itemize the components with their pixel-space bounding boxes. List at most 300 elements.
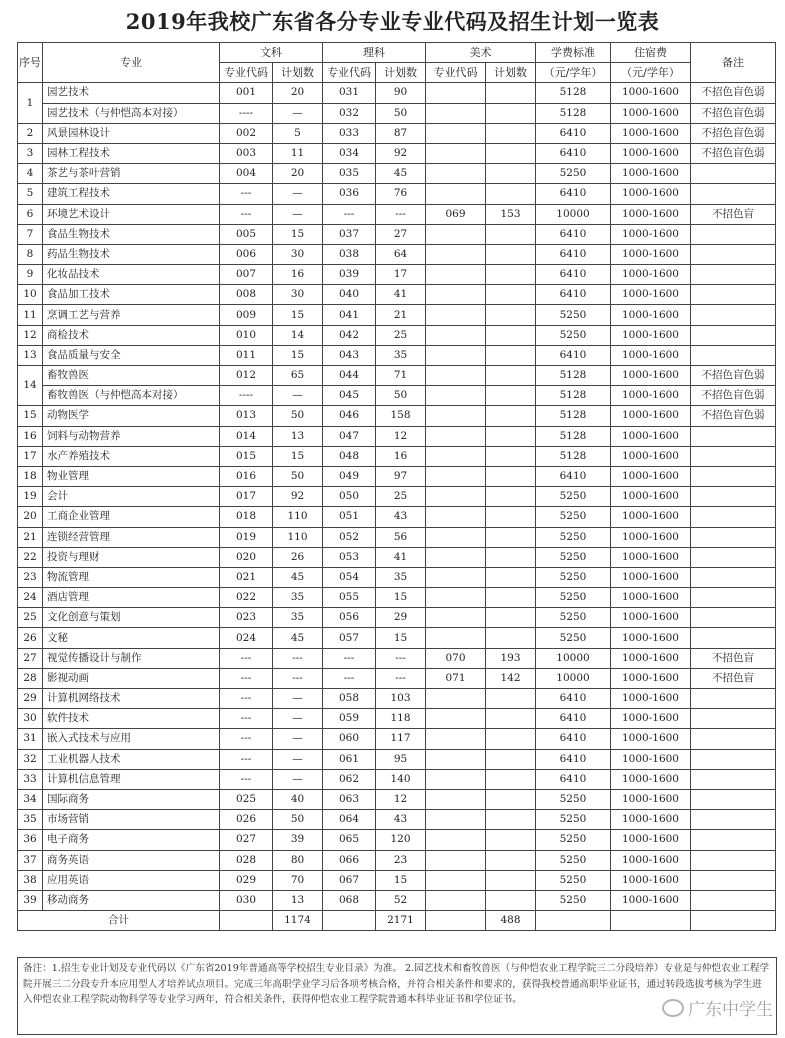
table-row <box>18 83 776 103</box>
row-wenke-code: 012 <box>220 366 273 386</box>
row-meishu-plan <box>486 244 536 264</box>
row-fee: 6410 <box>536 143 611 163</box>
row-wenke-code: 009 <box>220 305 273 325</box>
table-row <box>18 487 776 507</box>
row-meishu-code <box>426 143 486 163</box>
row-major: 工商企业管理 <box>43 507 220 527</box>
row-seq: 13 <box>18 345 43 365</box>
row-like-plan: --- <box>376 204 426 224</box>
row-seq: 30 <box>18 709 43 729</box>
row-major: 视觉传播设计与制作 <box>43 648 220 668</box>
row-dorm: 1000-1600 <box>611 668 691 688</box>
row-meishu-plan <box>486 305 536 325</box>
table-row <box>18 810 776 830</box>
row-like-code: 067 <box>323 870 376 890</box>
row-note <box>691 345 776 365</box>
row-wenke-code: 026 <box>220 810 273 830</box>
row-meishu-code <box>426 426 486 446</box>
row-wenke-code: --- <box>220 769 273 789</box>
row-seq: 29 <box>18 689 43 709</box>
row-like-code: 065 <box>323 830 376 850</box>
row-note <box>691 466 776 486</box>
row-meishu-code <box>426 789 486 809</box>
row-dorm: 1000-1600 <box>611 325 691 345</box>
row-wenke-plan: — <box>273 769 323 789</box>
row-like-code: 051 <box>323 507 376 527</box>
row-like-code: 054 <box>323 567 376 587</box>
row-meishu-code <box>426 628 486 648</box>
table-row <box>18 547 776 567</box>
row-wenke-plan: 26 <box>273 547 323 567</box>
row-meishu-code <box>426 608 486 628</box>
table-row <box>18 446 776 466</box>
row-meishu-code <box>426 466 486 486</box>
row-meishu-plan <box>486 345 536 365</box>
row-meishu-code <box>426 103 486 123</box>
row-like-code: 031 <box>323 83 376 103</box>
enrollment-table <box>17 42 776 931</box>
row-wenke-plan: 40 <box>273 789 323 809</box>
row-meishu-plan <box>486 689 536 709</box>
row-wenke-plan: 45 <box>273 567 323 587</box>
row-fee: 6410 <box>536 345 611 365</box>
row-like-code: 044 <box>323 366 376 386</box>
watermark-text: 广东中学生 <box>688 1000 773 1020</box>
row-wenke-plan: 65 <box>273 366 323 386</box>
row-like-code: --- <box>323 648 376 668</box>
row-wenke-code: 018 <box>220 507 273 527</box>
row-like-code: 061 <box>323 749 376 769</box>
row-wenke-code: --- <box>220 204 273 224</box>
row-seq: 10 <box>18 285 43 305</box>
row-meishu-plan <box>486 285 536 305</box>
table-row <box>18 285 776 305</box>
row-like-code: 034 <box>323 143 376 163</box>
table-row <box>18 184 776 204</box>
row-fee: 5250 <box>536 325 611 345</box>
row-meishu-plan <box>486 850 536 870</box>
row-wenke-plan: 110 <box>273 527 323 547</box>
row-major: 酒店管理 <box>43 588 220 608</box>
table-body <box>18 83 776 911</box>
row-note <box>691 446 776 466</box>
row-note: 不招色盲色弱 <box>691 386 776 406</box>
row-wenke-plan: 70 <box>273 870 323 890</box>
row-wenke-code: --- <box>220 729 273 749</box>
row-wenke-plan: --- <box>273 668 323 688</box>
row-like-code: 058 <box>323 689 376 709</box>
row-like-plan: 45 <box>376 164 426 184</box>
row-major: 工业机器人技术 <box>43 749 220 769</box>
table-row <box>18 386 776 406</box>
table-row <box>18 890 776 910</box>
row-major: 商务英语 <box>43 850 220 870</box>
row-seq: 2 <box>18 123 43 143</box>
row-major: 影视动画 <box>43 668 220 688</box>
row-major: 食品质量与安全 <box>43 345 220 365</box>
row-major: 环境艺术设计 <box>43 204 220 224</box>
header-like-code: 专业代码 <box>323 63 376 83</box>
row-meishu-plan <box>486 406 536 426</box>
row-wenke-code: 015 <box>220 446 273 466</box>
row-fee: 5250 <box>536 527 611 547</box>
row-meishu-plan <box>486 567 536 587</box>
row-seq: 34 <box>18 789 43 809</box>
row-like-code: 052 <box>323 527 376 547</box>
row-major: 园艺技术（与仲恺高本对接） <box>43 103 220 123</box>
row-major: 电子商务 <box>43 830 220 850</box>
row-wenke-code: 001 <box>220 83 273 103</box>
row-meishu-code <box>426 184 486 204</box>
row-fee: 5250 <box>536 567 611 587</box>
table-row <box>18 729 776 749</box>
row-meishu-plan <box>486 164 536 184</box>
row-wenke-plan: 50 <box>273 810 323 830</box>
table-row <box>18 507 776 527</box>
row-wenke-code: --- <box>220 668 273 688</box>
table-row <box>18 305 776 325</box>
row-seq: 27 <box>18 648 43 668</box>
row-fee: 5128 <box>536 103 611 123</box>
row-dorm: 1000-1600 <box>611 466 691 486</box>
total-note <box>691 911 776 931</box>
row-wenke-code: --- <box>220 709 273 729</box>
row-like-code: 042 <box>323 325 376 345</box>
row-dorm: 1000-1600 <box>611 285 691 305</box>
row-fee: 6410 <box>536 285 611 305</box>
row-wenke-code: 006 <box>220 244 273 264</box>
table-row <box>18 103 776 123</box>
row-like-code: 056 <box>323 608 376 628</box>
row-meishu-plan <box>486 184 536 204</box>
row-meishu-plan <box>486 749 536 769</box>
row-fee: 5128 <box>536 366 611 386</box>
row-fee: 6410 <box>536 769 611 789</box>
table-row <box>18 164 776 184</box>
row-meishu-code <box>426 769 486 789</box>
row-note <box>691 769 776 789</box>
header-tuition-unit: （元/学年） <box>536 63 611 83</box>
row-fee: 5250 <box>536 608 611 628</box>
row-wenke-code: --- <box>220 689 273 709</box>
row-dorm: 1000-1600 <box>611 789 691 809</box>
row-like-plan: 64 <box>376 244 426 264</box>
row-wenke-code: --- <box>220 749 273 769</box>
row-wenke-plan: 11 <box>273 143 323 163</box>
row-note <box>691 729 776 749</box>
row-wenke-code: ---- <box>220 103 273 123</box>
row-like-code: 066 <box>323 850 376 870</box>
row-fee: 5250 <box>536 810 611 830</box>
row-note: 不招色盲色弱 <box>691 83 776 103</box>
row-major: 园艺技术 <box>43 83 220 103</box>
row-note: 不招色盲色弱 <box>691 366 776 386</box>
row-like-plan: 50 <box>376 103 426 123</box>
row-wenke-plan: — <box>273 709 323 729</box>
row-seq: 38 <box>18 870 43 890</box>
row-major: 化妆品技术 <box>43 265 220 285</box>
row-wenke-code: 021 <box>220 567 273 587</box>
table-row <box>18 224 776 244</box>
row-wenke-plan: — <box>273 749 323 769</box>
row-wenke-code: 030 <box>220 890 273 910</box>
row-note <box>691 567 776 587</box>
row-meishu-code <box>426 507 486 527</box>
row-seq: 9 <box>18 265 43 285</box>
row-like-code: 032 <box>323 103 376 123</box>
row-major: 烹调工艺与营养 <box>43 305 220 325</box>
row-meishu-code <box>426 224 486 244</box>
row-meishu-code: 069 <box>426 204 486 224</box>
row-major: 物流管理 <box>43 567 220 587</box>
row-wenke-plan: 20 <box>273 164 323 184</box>
row-wenke-plan: 20 <box>273 83 323 103</box>
row-major: 市场营销 <box>43 810 220 830</box>
row-seq: 12 <box>18 325 43 345</box>
row-fee: 6410 <box>536 729 611 749</box>
row-wenke-plan: 110 <box>273 507 323 527</box>
row-dorm: 1000-1600 <box>611 204 691 224</box>
total-meishu-code <box>426 911 486 931</box>
row-like-code: 035 <box>323 164 376 184</box>
row-seq: 7 <box>18 224 43 244</box>
row-like-plan: 12 <box>376 789 426 809</box>
row-note <box>691 265 776 285</box>
row-fee: 5128 <box>536 386 611 406</box>
row-like-plan: 50 <box>376 386 426 406</box>
row-meishu-code: 071 <box>426 668 486 688</box>
row-wenke-code: ---- <box>220 386 273 406</box>
row-dorm: 1000-1600 <box>611 386 691 406</box>
row-meishu-code <box>426 265 486 285</box>
row-like-plan: 29 <box>376 608 426 628</box>
row-like-plan: 43 <box>376 507 426 527</box>
row-dorm: 1000-1600 <box>611 850 691 870</box>
row-wenke-plan: 39 <box>273 830 323 850</box>
row-like-code: 063 <box>323 789 376 809</box>
row-like-plan: 35 <box>376 567 426 587</box>
row-major: 食品生物技术 <box>43 224 220 244</box>
row-dorm: 1000-1600 <box>611 143 691 163</box>
table-row <box>18 709 776 729</box>
row-major: 商检技术 <box>43 325 220 345</box>
table-row <box>18 366 776 386</box>
row-note <box>691 184 776 204</box>
row-meishu-plan <box>486 507 536 527</box>
row-like-code: 060 <box>323 729 376 749</box>
table-row <box>18 668 776 688</box>
table-row <box>18 406 776 426</box>
row-like-code: 064 <box>323 810 376 830</box>
row-meishu-code <box>426 305 486 325</box>
row-fee: 5250 <box>536 588 611 608</box>
row-meishu-plan: 193 <box>486 648 536 668</box>
table-row <box>18 426 776 446</box>
watermark <box>662 995 773 1020</box>
row-note <box>691 890 776 910</box>
row-fee: 6410 <box>536 244 611 264</box>
row-dorm: 1000-1600 <box>611 588 691 608</box>
header-wenke: 文科 <box>220 43 323 63</box>
row-dorm: 1000-1600 <box>611 648 691 668</box>
row-note <box>691 830 776 850</box>
row-like-plan: 90 <box>376 83 426 103</box>
row-dorm: 1000-1600 <box>611 224 691 244</box>
row-fee: 5128 <box>536 83 611 103</box>
row-dorm: 1000-1600 <box>611 164 691 184</box>
row-meishu-plan <box>486 487 536 507</box>
row-fee: 6410 <box>536 689 611 709</box>
row-meishu-plan <box>486 729 536 749</box>
row-seq: 14 <box>18 366 43 406</box>
row-dorm: 1000-1600 <box>611 890 691 910</box>
row-like-code: 068 <box>323 890 376 910</box>
row-meishu-plan <box>486 83 536 103</box>
row-like-code: 047 <box>323 426 376 446</box>
total-like: 2171 <box>376 911 426 931</box>
header-seq: 序号 <box>18 43 43 83</box>
table-row <box>18 588 776 608</box>
total-like-code <box>323 911 376 931</box>
row-major: 畜牧兽医 <box>43 366 220 386</box>
row-wenke-plan: 45 <box>273 628 323 648</box>
row-wenke-code: 024 <box>220 628 273 648</box>
row-note <box>691 789 776 809</box>
row-meishu-code <box>426 446 486 466</box>
row-fee: 5250 <box>536 487 611 507</box>
row-seq: 25 <box>18 608 43 628</box>
row-note <box>691 426 776 446</box>
row-dorm: 1000-1600 <box>611 487 691 507</box>
row-wenke-code: 025 <box>220 789 273 809</box>
row-major: 应用英语 <box>43 870 220 890</box>
row-like-plan: 43 <box>376 810 426 830</box>
row-note <box>691 850 776 870</box>
row-wenke-plan: 16 <box>273 265 323 285</box>
row-wenke-code: 019 <box>220 527 273 547</box>
table-row <box>18 689 776 709</box>
row-major: 风景园林设计 <box>43 123 220 143</box>
row-wenke-plan: 35 <box>273 608 323 628</box>
row-dorm: 1000-1600 <box>611 709 691 729</box>
row-meishu-plan <box>486 588 536 608</box>
row-like-code: 041 <box>323 305 376 325</box>
row-seq: 21 <box>18 527 43 547</box>
row-meishu-plan <box>486 265 536 285</box>
row-seq: 4 <box>18 164 43 184</box>
row-fee: 5250 <box>536 850 611 870</box>
row-note <box>691 164 776 184</box>
row-meishu-code <box>426 527 486 547</box>
total-wenke-code <box>220 911 273 931</box>
total-fee <box>536 911 611 931</box>
total-label: 合计 <box>18 911 220 931</box>
row-major: 连锁经营管理 <box>43 527 220 547</box>
row-wenke-plan: 35 <box>273 588 323 608</box>
row-like-plan: --- <box>376 668 426 688</box>
row-wenke-plan: 15 <box>273 345 323 365</box>
table-row <box>18 325 776 345</box>
row-like-plan: 92 <box>376 143 426 163</box>
row-fee: 5128 <box>536 426 611 446</box>
row-note <box>691 244 776 264</box>
row-like-plan: 15 <box>376 870 426 890</box>
row-meishu-plan <box>486 709 536 729</box>
row-like-code: 043 <box>323 345 376 365</box>
row-note: 不招色盲 <box>691 204 776 224</box>
row-dorm: 1000-1600 <box>611 689 691 709</box>
header-tuition: 学费标准 <box>536 43 611 63</box>
row-wenke-plan: 5 <box>273 123 323 143</box>
row-seq: 32 <box>18 749 43 769</box>
row-meishu-plan: 153 <box>486 204 536 224</box>
row-like-code: 050 <box>323 487 376 507</box>
row-seq: 18 <box>18 466 43 486</box>
row-like-code: --- <box>323 668 376 688</box>
row-fee: 5250 <box>536 305 611 325</box>
row-wenke-plan: 30 <box>273 244 323 264</box>
row-seq: 15 <box>18 406 43 426</box>
row-meishu-code <box>426 729 486 749</box>
row-dorm: 1000-1600 <box>611 628 691 648</box>
row-wenke-code: 022 <box>220 588 273 608</box>
row-meishu-plan <box>486 426 536 446</box>
row-wenke-code: 005 <box>220 224 273 244</box>
row-wenke-plan: 30 <box>273 285 323 305</box>
row-wenke-code: 007 <box>220 265 273 285</box>
row-note: 不招色盲 <box>691 648 776 668</box>
row-note <box>691 628 776 648</box>
row-note <box>691 487 776 507</box>
row-major: 建筑工程技术 <box>43 184 220 204</box>
row-meishu-plan <box>486 830 536 850</box>
row-dorm: 1000-1600 <box>611 366 691 386</box>
row-dorm: 1000-1600 <box>611 870 691 890</box>
row-fee: 5128 <box>536 446 611 466</box>
row-wenke-code: 004 <box>220 164 273 184</box>
row-like-plan: 17 <box>376 265 426 285</box>
row-dorm: 1000-1600 <box>611 567 691 587</box>
row-seq: 35 <box>18 810 43 830</box>
row-major: 移动商务 <box>43 890 220 910</box>
row-wenke-code: 028 <box>220 850 273 870</box>
row-note: 不招色盲色弱 <box>691 406 776 426</box>
table-row <box>18 123 776 143</box>
row-fee: 5250 <box>536 507 611 527</box>
row-meishu-code <box>426 567 486 587</box>
row-like-plan: 41 <box>376 285 426 305</box>
row-wenke-plan: --- <box>273 648 323 668</box>
row-meishu-plan <box>486 527 536 547</box>
table-row <box>18 527 776 547</box>
row-meishu-plan <box>486 789 536 809</box>
row-wenke-code: --- <box>220 184 273 204</box>
row-dorm: 1000-1600 <box>611 426 691 446</box>
row-seq: 39 <box>18 890 43 910</box>
row-seq: 17 <box>18 446 43 466</box>
row-wenke-plan: 15 <box>273 446 323 466</box>
row-dorm: 1000-1600 <box>611 749 691 769</box>
row-like-plan: 120 <box>376 830 426 850</box>
row-meishu-plan <box>486 325 536 345</box>
row-meishu-code <box>426 386 486 406</box>
row-like-plan: 25 <box>376 325 426 345</box>
row-meishu-code <box>426 406 486 426</box>
row-dorm: 1000-1600 <box>611 103 691 123</box>
row-major: 动物医学 <box>43 406 220 426</box>
row-fee: 6410 <box>536 709 611 729</box>
header-major: 专业 <box>43 43 220 83</box>
